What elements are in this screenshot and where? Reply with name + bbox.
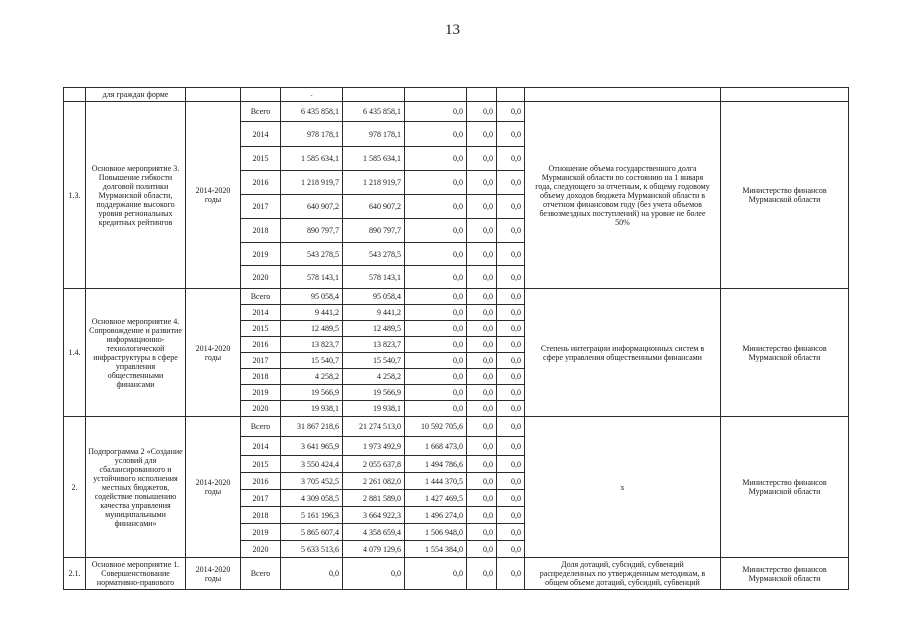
program-table: [63, 87, 849, 590]
federal-budget-cell: 0,0: [405, 243, 467, 266]
year-cell: 2016: [241, 473, 281, 490]
local-budget-cell: 0,0: [467, 524, 497, 541]
federal-budget-cell: 0,0: [405, 305, 467, 321]
local-budget-cell: 0,0: [467, 171, 497, 195]
dash-cell: -: [281, 88, 343, 102]
table-row: [64, 289, 849, 305]
year-cell: 2015: [241, 147, 281, 171]
responsible: Министерство финансов Мурманской области: [721, 102, 849, 289]
total-cell: 15 540,7: [281, 353, 343, 369]
activity-name: Основное мероприятие 3. Повышение гибкости долговой политики Мурманской области, поддержание высокого уровня региональных кредитных рейтингов: [86, 102, 186, 289]
federal-budget-cell: 0,0: [405, 122, 467, 147]
regional-budget-cell: 578 143,1: [343, 266, 405, 289]
extra-budget-cell: 0,0: [497, 266, 525, 289]
activity-name: Основное мероприятие 1. Совершенствование нормативно-правового: [86, 558, 186, 590]
total-cell: 5 161 196,3: [281, 507, 343, 524]
local-budget-cell: 0,0: [467, 369, 497, 385]
regional-budget-cell: 2 055 637,8: [343, 456, 405, 473]
total-cell: 19 938,1: [281, 401, 343, 417]
federal-budget-cell: 1 554 384,0: [405, 541, 467, 558]
extra-budget-cell: 0,0: [497, 456, 525, 473]
period: 2014-2020 годы: [186, 102, 241, 289]
year-cell: Всего: [241, 417, 281, 437]
regional-budget-cell: 640 907,2: [343, 195, 405, 219]
federal-budget-cell: 0,0: [405, 289, 467, 305]
extra-budget-cell: 0,0: [497, 219, 525, 243]
regional-budget-cell: 15 540,7: [343, 353, 405, 369]
total-cell: 543 278,5: [281, 243, 343, 266]
federal-budget-cell: 1 444 370,5: [405, 473, 467, 490]
year-cell: 2019: [241, 243, 281, 266]
period: 2014-2020 годы: [186, 558, 241, 590]
year-cell: 2015: [241, 321, 281, 337]
year-cell: 2015: [241, 456, 281, 473]
total-cell: 4 258,2: [281, 369, 343, 385]
regional-budget-cell: 4 258,2: [343, 369, 405, 385]
regional-budget-cell: 13 823,7: [343, 337, 405, 353]
federal-budget-cell: 0,0: [405, 219, 467, 243]
federal-budget-cell: 0,0: [405, 337, 467, 353]
extra-budget-cell: 0,0: [497, 385, 525, 401]
total-cell: 4 309 058,5: [281, 490, 343, 507]
total-cell: 95 058,4: [281, 289, 343, 305]
total-cell: 6 435 858,1: [281, 102, 343, 122]
federal-budget-cell: 0,0: [405, 558, 467, 590]
year-cell: 2020: [241, 266, 281, 289]
regional-budget-cell: 543 278,5: [343, 243, 405, 266]
total-cell: 19 566,9: [281, 385, 343, 401]
total-cell: 13 823,7: [281, 337, 343, 353]
local-budget-cell: 0,0: [467, 437, 497, 456]
year-cell: 2019: [241, 524, 281, 541]
regional-budget-cell: 4 079 129,6: [343, 541, 405, 558]
regional-budget-cell: 3 664 922,3: [343, 507, 405, 524]
federal-budget-cell: 1 496 274,0: [405, 507, 467, 524]
responsible: Министерство финансов Мурманской области: [721, 417, 849, 558]
table-row: [64, 102, 849, 122]
extra-budget-cell: 0,0: [497, 122, 525, 147]
federal-budget-cell: 0,0: [405, 266, 467, 289]
indicator: Степень интеграции информационных систем в сфере управления общественными финансами: [525, 289, 721, 417]
year-cell: 2016: [241, 171, 281, 195]
local-budget-cell: 0,0: [467, 417, 497, 437]
extra-budget-cell: 0,0: [497, 195, 525, 219]
extra-budget-cell: 0,0: [497, 305, 525, 321]
federal-budget-cell: 1 494 786,6: [405, 456, 467, 473]
local-budget-cell: 0,0: [467, 243, 497, 266]
name-cell: для граждан форме: [86, 88, 186, 102]
total-cell: 0,0: [281, 558, 343, 590]
local-budget-cell: 0,0: [467, 321, 497, 337]
year-cell: 2020: [241, 401, 281, 417]
total-cell: 3 705 452,5: [281, 473, 343, 490]
extra-budget-cell: 0,0: [497, 490, 525, 507]
indicator: Отношение объема государственного долга Мурманской области по состоянию на 1 января года, следующего за отчетным, к общему годовому объему доходов бюджета Мурманской области в отчетном финансовом году (без учета объемов безвозмездных поступлений) на уровне не более 50%: [525, 102, 721, 289]
total-cell: 5 865 607,4: [281, 524, 343, 541]
year-cell: 2014: [241, 122, 281, 147]
row-code: 1.4.: [64, 289, 86, 417]
year-cell: 2017: [241, 490, 281, 507]
regional-budget-cell: 1 218 919,7: [343, 171, 405, 195]
federal-budget-cell: 0,0: [405, 171, 467, 195]
federal-budget-cell: 0,0: [405, 401, 467, 417]
extra-budget-cell: 0,0: [497, 337, 525, 353]
federal-budget-cell: 1 506 948,0: [405, 524, 467, 541]
extra-budget-cell: 0,0: [497, 321, 525, 337]
local-budget-cell: 0,0: [467, 385, 497, 401]
regional-budget-cell: 890 797,7: [343, 219, 405, 243]
year-cell: Всего: [241, 102, 281, 122]
extra-budget-cell: 0,0: [497, 147, 525, 171]
extra-budget-cell: 0,0: [497, 417, 525, 437]
local-budget-cell: 0,0: [467, 219, 497, 243]
total-cell: 9 441,2: [281, 305, 343, 321]
indicator: Доля дотаций, субсидий, субвенций распределенных по утвержденным методикам, в общем объеме дотаций, субсидий, субвенций: [525, 558, 721, 590]
regional-budget-cell: 2 881 589,0: [343, 490, 405, 507]
year-cell: 2020: [241, 541, 281, 558]
page-number: 13: [445, 22, 460, 38]
total-cell: 578 143,1: [281, 266, 343, 289]
year-cell: 2019: [241, 385, 281, 401]
extra-budget-cell: 0,0: [497, 473, 525, 490]
federal-budget-cell: 0,0: [405, 353, 467, 369]
local-budget-cell: 0,0: [467, 195, 497, 219]
period: 2014-2020 годы: [186, 417, 241, 558]
table-row: [64, 558, 849, 590]
year-cell: 2018: [241, 507, 281, 524]
extra-budget-cell: 0,0: [497, 102, 525, 122]
federal-budget-cell: 0,0: [405, 321, 467, 337]
local-budget-cell: 0,0: [467, 337, 497, 353]
local-budget-cell: 0,0: [467, 353, 497, 369]
extra-budget-cell: 0,0: [497, 558, 525, 590]
local-budget-cell: 0,0: [467, 456, 497, 473]
total-cell: 12 489,5: [281, 321, 343, 337]
row-code: 1.3.: [64, 102, 86, 289]
local-budget-cell: 0,0: [467, 147, 497, 171]
year-cell: 2016: [241, 337, 281, 353]
extra-budget-cell: 0,0: [497, 437, 525, 456]
extra-budget-cell: 0,0: [497, 401, 525, 417]
regional-budget-cell: 978 178,1: [343, 122, 405, 147]
year-cell: 2017: [241, 353, 281, 369]
local-budget-cell: 0,0: [467, 473, 497, 490]
regional-budget-cell: 19 566,9: [343, 385, 405, 401]
local-budget-cell: 0,0: [467, 507, 497, 524]
local-budget-cell: 0,0: [467, 490, 497, 507]
regional-budget-cell: 4 358 659,4: [343, 524, 405, 541]
year-cell: 2018: [241, 219, 281, 243]
total-cell: 31 867 218,6: [281, 417, 343, 437]
extra-budget-cell: 0,0: [497, 507, 525, 524]
activity-name: Основное мероприятие 4. Сопровождение и развитие информационно-технологической инфраструктуры в сфере управления общественными финансами: [86, 289, 186, 417]
total-cell: 640 907,2: [281, 195, 343, 219]
year-cell: Всего: [241, 558, 281, 590]
federal-budget-cell: 0,0: [405, 147, 467, 171]
year-cell: 2017: [241, 195, 281, 219]
year-cell: 2018: [241, 369, 281, 385]
regional-budget-cell: 2 261 082,0: [343, 473, 405, 490]
regional-budget-cell: 21 274 513,0: [343, 417, 405, 437]
year-cell: 2014: [241, 305, 281, 321]
federal-budget-cell: 0,0: [405, 195, 467, 219]
regional-budget-cell: 0,0: [343, 558, 405, 590]
extra-budget-cell: 0,0: [497, 289, 525, 305]
federal-budget-cell: 0,0: [405, 369, 467, 385]
total-cell: 3 550 424,4: [281, 456, 343, 473]
indicator: х: [525, 417, 721, 558]
extra-budget-cell: 0,0: [497, 369, 525, 385]
extra-budget-cell: 0,0: [497, 353, 525, 369]
local-budget-cell: 0,0: [467, 558, 497, 590]
federal-budget-cell: 1 427 469,5: [405, 490, 467, 507]
extra-budget-cell: 0,0: [497, 541, 525, 558]
total-cell: 978 178,1: [281, 122, 343, 147]
regional-budget-cell: 1 585 634,1: [343, 147, 405, 171]
total-cell: 1 218 919,7: [281, 171, 343, 195]
federal-budget-cell: 0,0: [405, 385, 467, 401]
row-code: 2.1.: [64, 558, 86, 590]
regional-budget-cell: 12 489,5: [343, 321, 405, 337]
local-budget-cell: 0,0: [467, 266, 497, 289]
local-budget-cell: 0,0: [467, 289, 497, 305]
regional-budget-cell: 1 973 492,9: [343, 437, 405, 456]
responsible: Министерство финансов Мурманской области: [721, 558, 849, 590]
local-budget-cell: 0,0: [467, 541, 497, 558]
activity-name: Подпрограмма 2 «Создание условий для сбалансированного и устойчивого исполнения местных бюджетов, содействие повышению качества управления муниципальными финансами»: [86, 417, 186, 558]
local-budget-cell: 0,0: [467, 305, 497, 321]
row-code: 2.: [64, 417, 86, 558]
total-cell: 890 797,7: [281, 219, 343, 243]
year-cell: Всего: [241, 289, 281, 305]
total-cell: 3 641 965,9: [281, 437, 343, 456]
local-budget-cell: 0,0: [467, 122, 497, 147]
regional-budget-cell: 9 441,2: [343, 305, 405, 321]
table-row: [64, 88, 849, 102]
extra-budget-cell: 0,0: [497, 243, 525, 266]
regional-budget-cell: 95 058,4: [343, 289, 405, 305]
year-cell: 2014: [241, 437, 281, 456]
federal-budget-cell: 0,0: [405, 102, 467, 122]
regional-budget-cell: 6 435 858,1: [343, 102, 405, 122]
local-budget-cell: 0,0: [467, 102, 497, 122]
total-cell: 5 633 513,6: [281, 541, 343, 558]
table-row: [64, 417, 849, 437]
total-cell: 1 585 634,1: [281, 147, 343, 171]
local-budget-cell: 0,0: [467, 401, 497, 417]
responsible: Министерство финансов Мурманской области: [721, 289, 849, 417]
extra-budget-cell: 0,0: [497, 171, 525, 195]
federal-budget-cell: 1 668 473,0: [405, 437, 467, 456]
extra-budget-cell: 0,0: [497, 524, 525, 541]
federal-budget-cell: 10 592 705,6: [405, 417, 467, 437]
regional-budget-cell: 19 938,1: [343, 401, 405, 417]
period: 2014-2020 годы: [186, 289, 241, 417]
